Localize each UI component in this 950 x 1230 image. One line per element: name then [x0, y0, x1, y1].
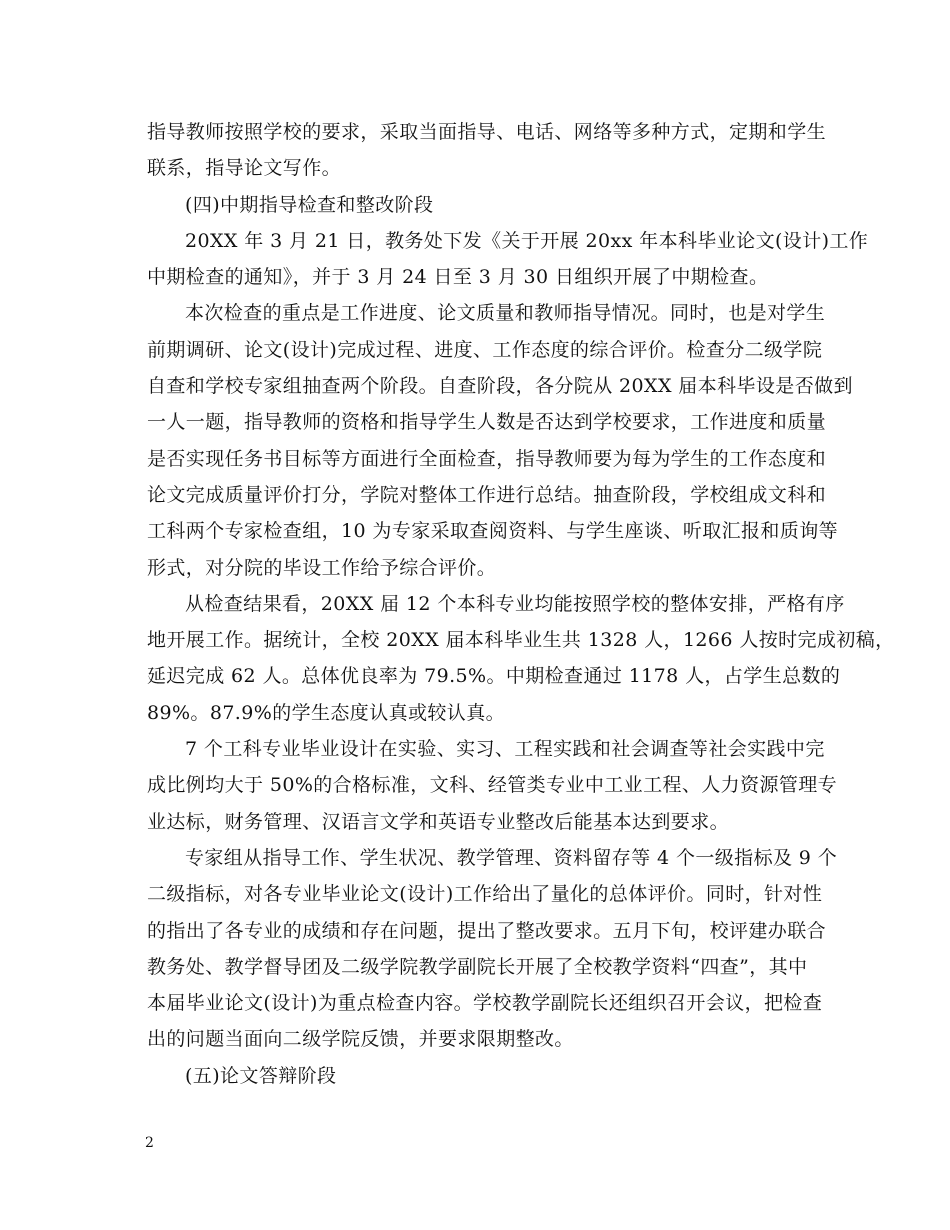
text-line: 延迟完成 62 人。总体优良率为 79.5%。中期检查通过 1178 人，占学生总数的: [147, 665, 841, 688]
text-line: 前期调研、论文(设计)完成过程、进度、工作态度的综合评价。检查分二级学院: [147, 338, 823, 361]
text-line: 业达标，财务管理、汉语言文学和英语专业整改后能基本达到要求。: [147, 810, 730, 833]
text-line: 7 个工科专业毕业设计在实验、实习、工程实践和社会调查等社会实践中完: [185, 738, 825, 761]
text-line: 从检查结果看，20XX 届 12 个本科专业均能按照学校的整体安排，严格有序: [185, 592, 845, 615]
text-line: 的指出了各专业的成绩和存在问题，提出了整改要求。五月下旬，校评建办联合: [147, 919, 827, 942]
document-body: [147, 114, 895, 1094]
text-line: 中期检查的通知》，并于 3 月 24 日至 3 月 30 日组织开展了中期检查。: [147, 266, 769, 289]
text-line: 教务处、教学督导团及二级学院教学副院长开展了全校教学资料“四查”，其中: [147, 955, 808, 978]
text-line: 出的问题当面向二级学院反馈，并要求限期整改。: [147, 1028, 574, 1051]
text-line: 89%。87.9%的学生态度认真或较认真。: [147, 701, 505, 724]
text-line: 论文完成质量评价打分，学院对整体工作进行总结。抽查阶段，学校组成文科和: [147, 483, 827, 506]
text-line: 地开展工作。据统计，全校 20XX 届本科毕业生共 1328 人，1266 人按时完成初稿，: [147, 629, 895, 652]
text-line: 本届毕业论文(设计)为重点检查内容。学校教学副院长还组织召开会议，把检查: [147, 992, 823, 1015]
text-line: 本次检查的重点是工作进度、论文质量和教师指导情况。同时，也是对学生: [185, 302, 826, 325]
text-line: 联系，指导论文写作。: [147, 157, 342, 180]
text-line: 是否实现任务书目标等方面进行全面检查，指导教师要为每为学生的工作态度和: [147, 447, 827, 470]
section-heading: (五)论文答辩阶段: [185, 1064, 337, 1087]
text-line: 成比例均大于 50%的合格标准，文科、经管类专业中工业工程、人力资源管理专: [147, 774, 838, 797]
section-heading: (四)中期指导检查和整改阶段: [185, 193, 434, 216]
text-line: 指导教师按照学校的要求，采取当面指导、电话、网络等多种方式，定期和学生: [147, 121, 827, 143]
text-line: 20XX 年 3 月 21 日，教务处下发《关于开展 20xx 年本科毕业论文(设计)工作: [185, 229, 869, 252]
text-line: 二级指标，对各专业毕业论文(设计)工作给出了量化的总体评价。同时，针对性: [147, 883, 823, 906]
page-number: 2: [145, 1135, 154, 1151]
text-line: 工科两个专家检查组，10 为专家采取查阅资料、与学生座谈、听取汇报和质询等: [147, 520, 839, 543]
text-line: 专家组从指导工作、学生状况、教学管理、资料留存等 4 个一级指标及 9 个: [185, 846, 838, 869]
text-line: 一人一题，指导教师的资格和指导学生人数是否达到学校要求，工作进度和质量: [147, 411, 827, 434]
text-line: 自查和学校专家组抽查两个阶段。自查阶段，各分院从 20XX 届本科毕设是否做到: [147, 375, 853, 398]
text-line: 形式，对分院的毕设工作给予综合评价。: [147, 556, 497, 579]
